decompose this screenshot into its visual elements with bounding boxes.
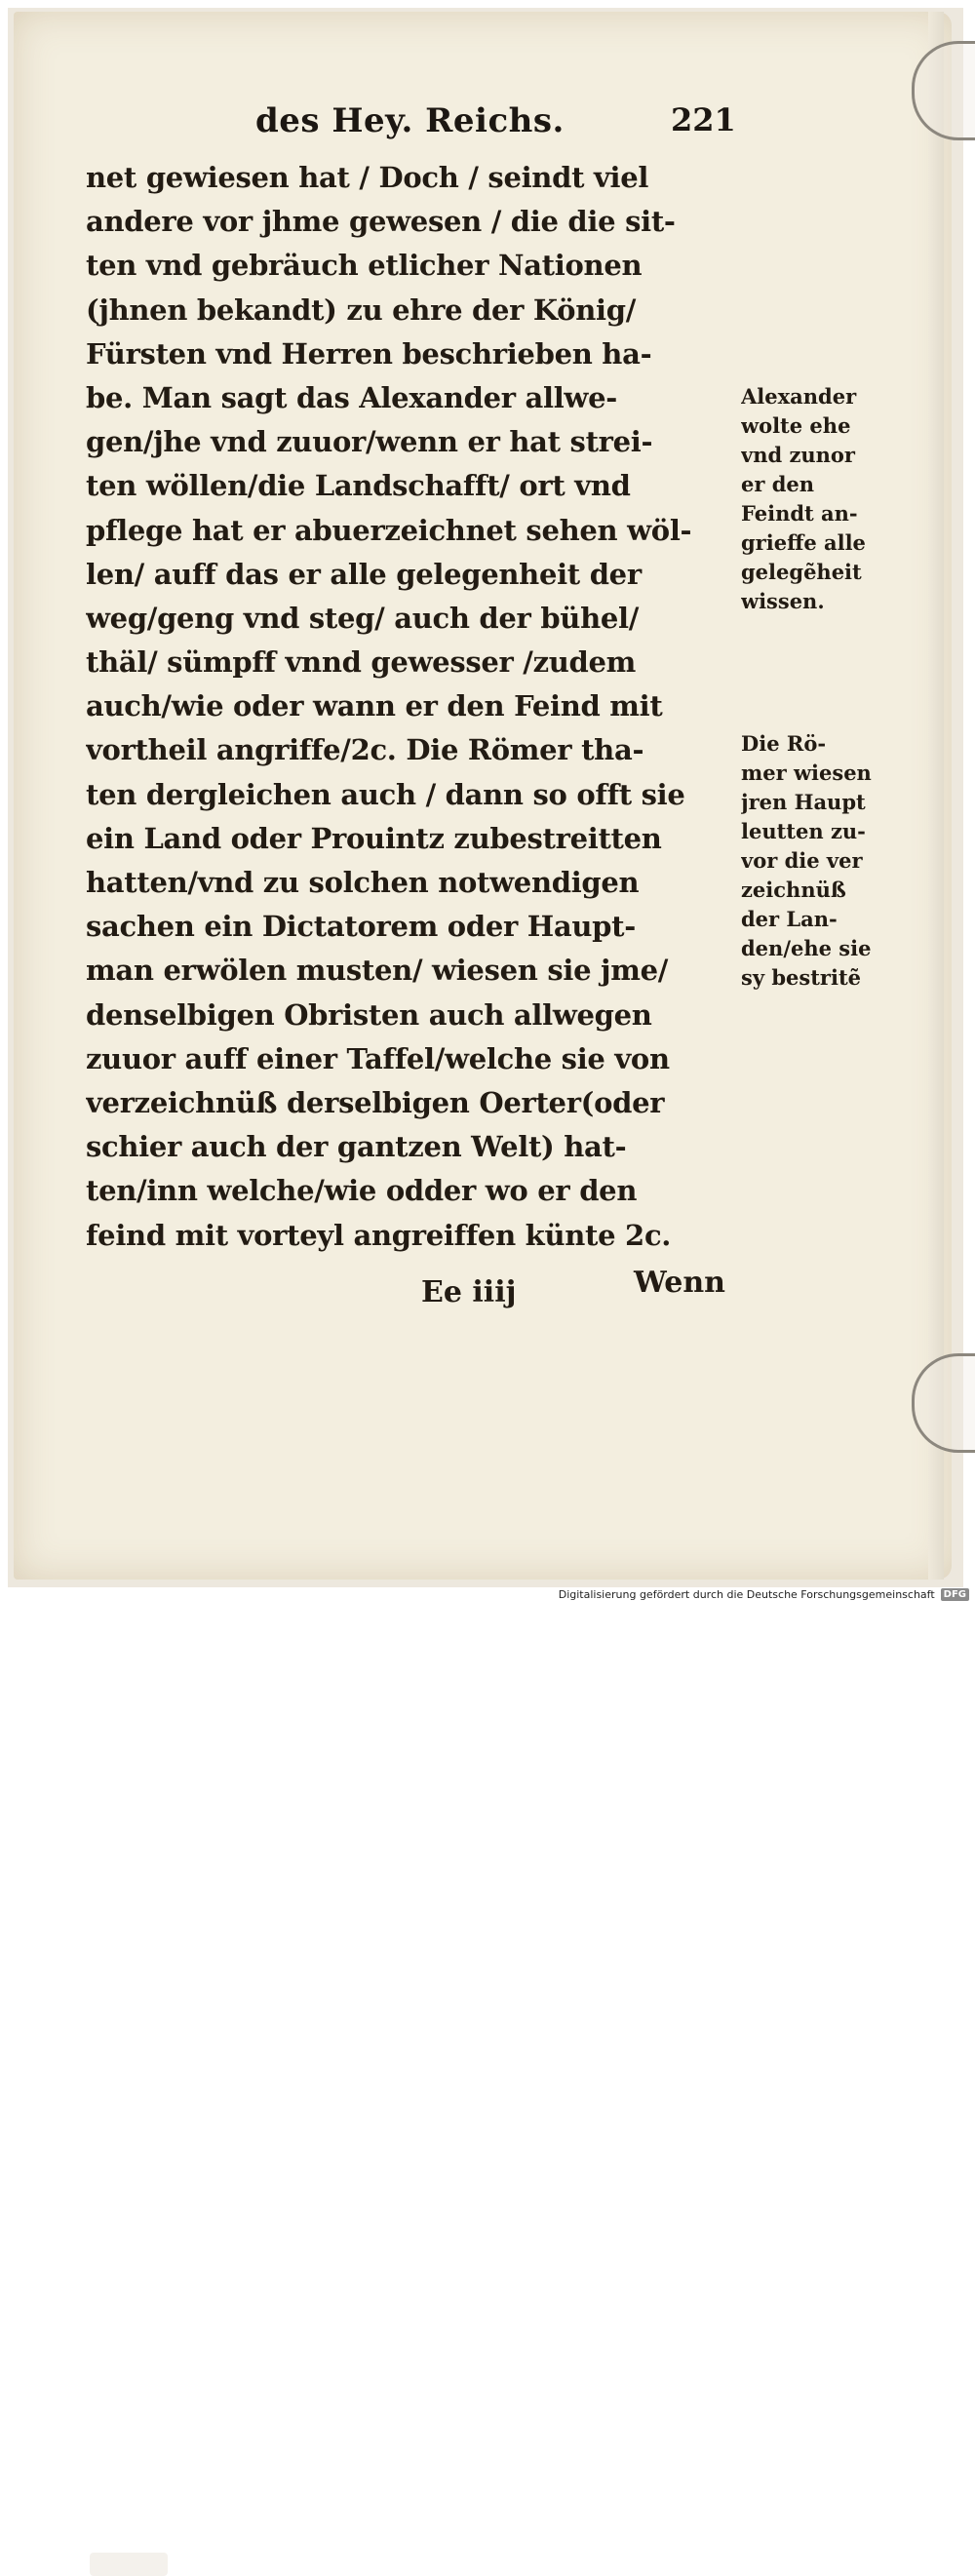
text-line: sachen ein Dictatorem oder Haupt-: [86, 910, 636, 944]
margin-note-line: gelegẽheit: [741, 560, 862, 584]
text-line: ten dergleichen auch / dann so offt sie: [86, 777, 685, 811]
text-line: verzeichnüß derselbigen Oerter(oder: [86, 1085, 665, 1119]
margin-note-line: er den: [741, 472, 815, 496]
text-line: gen/jhe vnd zuuor/wenn er hat strei-: [86, 425, 653, 459]
margin-note-line: vnd zunor: [741, 443, 855, 467]
catchword: Wenn: [634, 1266, 725, 1300]
stamp-ghost: [90, 2553, 168, 2576]
margin-note-line: der Lan-: [741, 907, 838, 931]
margin-note-line: sy bestritẽ: [741, 965, 862, 990]
text-line: andere vor jhme gewesen / die die sit-: [86, 205, 676, 239]
margin-note-line: mer wiesen: [741, 761, 872, 785]
text-line: be. Man sagt das Alexander allwe-: [86, 380, 617, 414]
margin-note-line: zeichnüß: [741, 878, 846, 902]
text-line: pflege hat er abuerzeichnet sehen wöl-: [86, 513, 692, 547]
margin-note-line: leutten zu-: [741, 819, 866, 843]
credit-text: Digitalisierung gefördert durch die Deutsche Forschungsgemeinschaft: [558, 1587, 935, 1601]
margin-note-line: wissen.: [741, 589, 825, 613]
margin-note-romans: [741, 729, 887, 993]
margin-note-line: jren Haupt: [741, 790, 866, 814]
text-line: schier auch der gantzen Welt) hat-: [86, 1130, 627, 1164]
text-line: (jhnen bekandt) zu ehre der König/: [86, 293, 636, 327]
margin-note-line: Feindt an-: [741, 501, 858, 526]
text-line: len/ auff das er alle gelegenheit der: [86, 557, 642, 591]
margin-note-line: wolte ehe: [741, 413, 851, 438]
text-line: net gewiesen hat / Doch / seindt viel: [86, 161, 649, 194]
text-line: ten/inn welche/wie odder wo er den: [86, 1174, 638, 1208]
margin-note-line: Die Rö-: [741, 731, 827, 756]
text-line: auch/wie oder wann er den Feind mit: [86, 689, 663, 723]
text-line: ten vnd gebräuch etlicher Nationen: [86, 249, 643, 283]
text-line: denselbigen Obristen auch allwegen: [86, 997, 652, 1032]
text-line: zuuor auff einer Taffel/welche sie von: [86, 1041, 670, 1075]
signature-mark: Ee iiij: [421, 1275, 517, 1309]
page-edge: [928, 12, 944, 1580]
text-line: ein Land oder Prouintz zubestreitten: [86, 821, 662, 855]
page-number: 221: [671, 101, 736, 138]
text-line: thäl/ sümpff vnnd gewesser /zudem: [86, 645, 637, 680]
text-line: feind mit vorteyl angreiffen künte 2c.: [86, 1218, 672, 1252]
margin-note-alexander: [741, 382, 887, 616]
text-line: Fürsten vnd Herren beschrieben ha-: [86, 336, 652, 371]
margin-note-line: den/ehe sie: [741, 936, 872, 960]
margin-note-line: Alexander: [741, 384, 857, 409]
margin-note-line: grieffe alle: [741, 530, 866, 555]
margin-note-line: vor die ver: [741, 848, 863, 873]
text-line: weg/geng vnd steg/ auch der bühel/: [86, 601, 640, 635]
text-line: ten wöllen/die Landschafft/ ort vnd: [86, 469, 631, 503]
text-line: hatten/vnd zu solchen notwendigen: [86, 866, 640, 899]
running-title: des Hey. Reichs.: [255, 101, 565, 140]
text-line: man erwölen musten/ wiesen sie jme/: [86, 954, 669, 988]
credit-bar: [559, 1584, 975, 1604]
body-text: [86, 156, 739, 1258]
text-line: vortheil angriffe/2c. Die Römer tha-: [86, 733, 644, 767]
dfg-logo: DFG: [941, 1588, 969, 1601]
